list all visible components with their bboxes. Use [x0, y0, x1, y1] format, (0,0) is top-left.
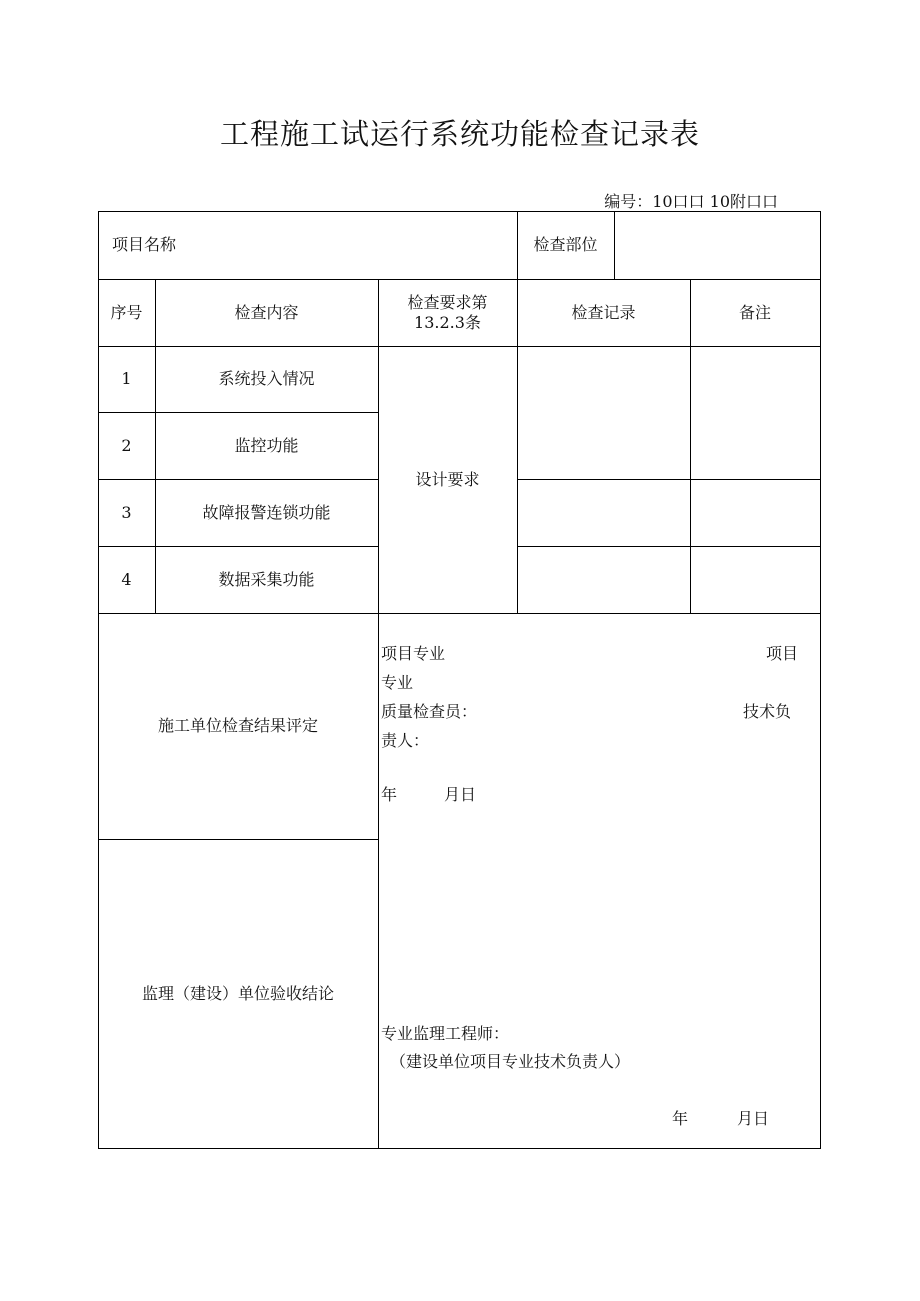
project-name-label: 项目名称	[112, 235, 177, 254]
row-1-content: 系统投入情况	[218, 369, 315, 388]
inspection-part-field[interactable]	[615, 212, 820, 279]
record-field-row-4[interactable]	[518, 547, 690, 613]
remarks-field-row-3[interactable]	[691, 480, 820, 546]
requirement-value: 设计要求	[415, 469, 480, 489]
construction-eval-line4: 责人：	[381, 731, 430, 750]
supervision-year: 年	[672, 1109, 689, 1128]
supervision-month-day: 月日	[737, 1109, 770, 1128]
record-field-row-3[interactable]	[518, 480, 690, 546]
construction-eval-line2: 专业	[381, 673, 414, 692]
row-3-index: 3	[121, 502, 132, 522]
record-field-rows-1-2[interactable]	[518, 347, 690, 479]
construction-eval-line1-left: 项目专业	[381, 644, 446, 663]
remarks-field-rows-1-2[interactable]	[691, 347, 820, 479]
row-4-content: 数据采集功能	[218, 569, 315, 589]
table-border-bottom	[98, 1148, 821, 1149]
remarks-field-row-4[interactable]	[691, 547, 820, 613]
col-header-index: 序号	[110, 302, 143, 322]
supervision-owner-rep: （建设单位项目专业技术负责人）	[390, 1052, 631, 1071]
construction-eval-line1-right: 项目	[766, 644, 799, 663]
table-border-right	[820, 211, 821, 1149]
supervision-engineer: 专业监理工程师：	[381, 1024, 510, 1043]
row-1-index: 1	[121, 369, 132, 388]
row-4-index: 4	[121, 569, 132, 589]
row-3-content: 故障报警连锁功能	[202, 502, 331, 522]
construction-eval-line3-left: 质量检查员：	[381, 702, 478, 721]
supervision-label: 监理（建设）单位验收结论	[141, 983, 334, 1003]
col-header-remarks: 备注	[738, 302, 771, 322]
col-header-requirement-line1: 检查要求第	[407, 292, 488, 312]
col-header-record: 检查记录	[571, 302, 636, 322]
construction-eval-label: 施工单位检查结果评定	[157, 716, 318, 735]
row-2-index: 2	[121, 435, 132, 455]
col-header-content: 检查内容	[234, 302, 299, 322]
construction-eval-year: 年	[381, 785, 398, 804]
construction-eval-month-day: 月日	[444, 785, 477, 804]
page-title: 工程施工试运行系统功能检查记录表	[219, 117, 700, 151]
construction-eval-line3-right: 技术负	[743, 702, 792, 721]
col-header-requirement-line2: 13.2.3条	[414, 312, 481, 332]
document-number: 编号：10口口 10附口口	[604, 192, 778, 211]
row-2-content: 监控功能	[234, 435, 299, 455]
inspection-part-label: 检查部位	[533, 235, 598, 254]
col-header-requirement	[378, 279, 517, 346]
